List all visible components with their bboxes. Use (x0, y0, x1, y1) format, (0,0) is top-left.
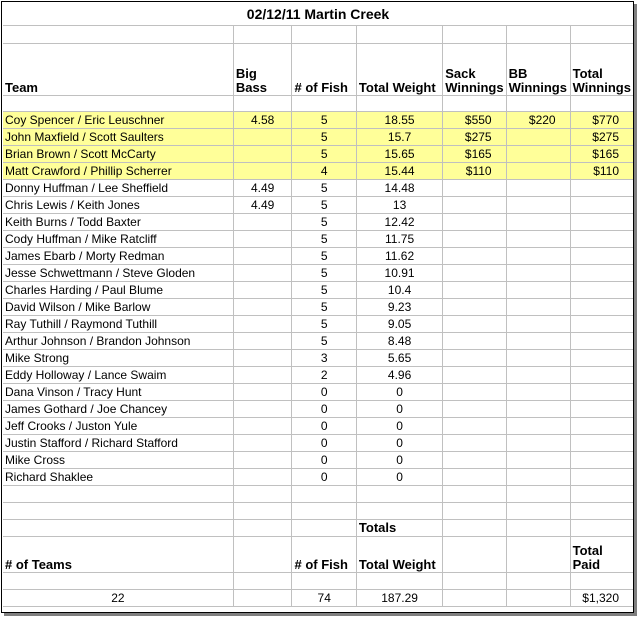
totals-total-weight-label: Total Weight (356, 537, 442, 573)
big-bass-cell (233, 129, 292, 146)
totals-paid-line2: Paid (572, 557, 601, 572)
total-winnings-cell (570, 350, 633, 367)
totals-total-weight: 187.29 (356, 590, 442, 607)
totals-total-paid: $1,320 (570, 590, 633, 607)
big-bass-cell: 4.49 (233, 197, 292, 214)
num-fish-cell: 5 (292, 299, 356, 316)
total-winnings-cell (570, 265, 633, 282)
total-weight-cell: 11.62 (356, 248, 442, 265)
bb-winnings-cell (506, 401, 570, 418)
total-weight-cell: 11.75 (356, 231, 442, 248)
total-winnings-cell: $770 (570, 112, 633, 129)
num-fish-cell: 5 (292, 282, 356, 299)
sack-winnings-cell: $110 (443, 163, 506, 180)
bb-winnings-cell (506, 214, 570, 231)
total-weight-cell: 15.7 (356, 129, 442, 146)
total-weight-cell: 4.96 (356, 367, 442, 384)
table-row (3, 401, 633, 418)
table-row (3, 248, 633, 265)
total-weight-cell: 15.44 (356, 163, 442, 180)
total-weight-cell: 18.55 (356, 112, 442, 129)
totals-header-row (3, 537, 633, 573)
totals-num-teams: 22 (3, 590, 233, 607)
table-row (3, 350, 633, 367)
num-fish-cell: 4 (292, 163, 356, 180)
table-row (3, 435, 633, 452)
num-fish-cell: 0 (292, 469, 356, 486)
table-row (3, 469, 633, 486)
team-cell: James Gothard / Joe Chancey (3, 401, 233, 418)
big-bass-cell (233, 163, 292, 180)
header-num-fish: # of Fish (292, 44, 356, 96)
header-sack-line2: Winnings (445, 80, 504, 95)
total-weight-cell: 0 (356, 401, 442, 418)
header-sack-line1: Sack (445, 66, 476, 81)
team-cell: Coy Spencer / Eric Leuschner (3, 112, 233, 129)
sack-winnings-cell: $275 (443, 129, 506, 146)
big-bass-cell (233, 350, 292, 367)
table-row (3, 146, 633, 163)
totals-num-teams-label: # of Teams (3, 537, 233, 573)
header-team: Team (3, 44, 233, 96)
big-bass-cell (233, 248, 292, 265)
table-row (3, 299, 633, 316)
header-bb-line2: Winnings (508, 80, 567, 95)
total-weight-cell: 10.4 (356, 282, 442, 299)
team-cell: James Ebarb / Morty Redman (3, 248, 233, 265)
team-cell: Brian Brown / Scott McCarty (3, 146, 233, 163)
header-big-bass: Big Bass (233, 44, 292, 96)
bb-winnings-cell (506, 367, 570, 384)
num-fish-cell: 5 (292, 265, 356, 282)
total-winnings-cell (570, 214, 633, 231)
total-weight-cell: 0 (356, 384, 442, 401)
total-winnings-cell (570, 469, 633, 486)
totals-num-fish: 74 (292, 590, 356, 607)
total-weight-cell: 12.42 (356, 214, 442, 231)
total-weight-cell: 10.91 (356, 265, 442, 282)
num-fish-cell: 0 (292, 401, 356, 418)
team-cell: Ray Tuthill / Raymond Tuthill (3, 316, 233, 333)
table-row (3, 367, 633, 384)
sack-winnings-cell (443, 299, 506, 316)
total-weight-cell: 0 (356, 452, 442, 469)
total-winnings-cell (570, 197, 633, 214)
bb-winnings-cell (506, 146, 570, 163)
bb-winnings-cell: $220 (506, 112, 570, 129)
big-bass-cell (233, 231, 292, 248)
bb-winnings-cell (506, 163, 570, 180)
team-cell: David Wilson / Mike Barlow (3, 299, 233, 316)
table-row (3, 231, 633, 248)
header-bb-winnings (506, 44, 570, 96)
total-winnings-cell (570, 367, 633, 384)
header-total-line2: Winnings (572, 80, 631, 95)
team-cell: Jeff Crooks / Juston Yule (3, 418, 233, 435)
big-bass-cell (233, 418, 292, 435)
big-bass-cell (233, 316, 292, 333)
table-row (3, 452, 633, 469)
team-cell: Charles Harding / Paul Blume (3, 282, 233, 299)
big-bass-cell (233, 299, 292, 316)
total-winnings-cell: $110 (570, 163, 633, 180)
bb-winnings-cell (506, 282, 570, 299)
table-row (3, 418, 633, 435)
num-fish-cell: 5 (292, 180, 356, 197)
sack-winnings-cell (443, 214, 506, 231)
sack-winnings-cell (443, 452, 506, 469)
total-weight-cell: 0 (356, 418, 442, 435)
num-fish-cell: 2 (292, 367, 356, 384)
big-bass-cell (233, 214, 292, 231)
sack-winnings-cell (443, 418, 506, 435)
table-row (3, 384, 633, 401)
big-bass-cell: 4.49 (233, 180, 292, 197)
big-bass-cell (233, 469, 292, 486)
num-fish-cell: 5 (292, 112, 356, 129)
big-bass-cell: 4.58 (233, 112, 292, 129)
sack-winnings-cell (443, 248, 506, 265)
sack-winnings-cell (443, 350, 506, 367)
sack-winnings-cell (443, 401, 506, 418)
totals-num-fish-label: # of Fish (292, 537, 356, 573)
team-cell: Richard Shaklee (3, 469, 233, 486)
header-bb-line1: BB (508, 66, 528, 81)
results-table (3, 3, 633, 607)
bb-winnings-cell (506, 197, 570, 214)
sack-winnings-cell (443, 367, 506, 384)
team-cell: Matt Crawford / Phillip Scherrer (3, 163, 233, 180)
team-cell: Chris Lewis / Keith Jones (3, 197, 233, 214)
num-fish-cell: 5 (292, 214, 356, 231)
sack-winnings-cell (443, 180, 506, 197)
sack-winnings-cell (443, 197, 506, 214)
num-fish-cell: 3 (292, 350, 356, 367)
table-row (3, 197, 633, 214)
total-weight-cell: 8.48 (356, 333, 442, 350)
bb-winnings-cell (506, 129, 570, 146)
header-total-weight: Total Weight (356, 44, 442, 96)
team-cell: Justin Stafford / Richard Stafford (3, 435, 233, 452)
team-cell: Eddy Holloway / Lance Swaim (3, 367, 233, 384)
header-row (3, 44, 633, 96)
num-fish-cell: 0 (292, 384, 356, 401)
table-row (3, 129, 633, 146)
team-cell: Mike Strong (3, 350, 233, 367)
bb-winnings-cell (506, 350, 570, 367)
totals-values-row (3, 590, 633, 607)
bb-winnings-cell (506, 333, 570, 350)
num-fish-cell: 5 (292, 231, 356, 248)
sack-winnings-cell (443, 435, 506, 452)
total-winnings-cell (570, 231, 633, 248)
total-weight-cell: 9.05 (356, 316, 442, 333)
team-cell: Jesse Schwettmann / Steve Gloden (3, 265, 233, 282)
num-fish-cell: 5 (292, 197, 356, 214)
bb-winnings-cell (506, 469, 570, 486)
total-winnings-cell: $275 (570, 129, 633, 146)
total-winnings-cell (570, 282, 633, 299)
total-weight-cell: 15.65 (356, 146, 442, 163)
bb-winnings-cell (506, 384, 570, 401)
header-total-winnings (570, 44, 633, 96)
sack-winnings-cell (443, 316, 506, 333)
team-cell: Mike Cross (3, 452, 233, 469)
table-row (3, 265, 633, 282)
total-winnings-cell (570, 316, 633, 333)
bb-winnings-cell (506, 418, 570, 435)
totals-label: Totals (356, 520, 442, 537)
totals-paid-line1: Total (572, 543, 603, 558)
total-weight-cell: 9.23 (356, 299, 442, 316)
spreadsheet (1, 1, 634, 613)
total-winnings-cell (570, 248, 633, 265)
bb-winnings-cell (506, 435, 570, 452)
totals-total-paid-label (570, 537, 633, 573)
table-row (3, 333, 633, 350)
team-cell: John Maxfield / Scott Saulters (3, 129, 233, 146)
total-weight-cell: 14.48 (356, 180, 442, 197)
total-weight-cell: 5.65 (356, 350, 442, 367)
sack-winnings-cell: $165 (443, 146, 506, 163)
total-winnings-cell (570, 299, 633, 316)
header-total-line1: Total (572, 66, 603, 81)
table-row (3, 112, 633, 129)
bb-winnings-cell (506, 316, 570, 333)
table-row (3, 180, 633, 197)
total-winnings-cell (570, 435, 633, 452)
team-cell: Keith Burns / Todd Baxter (3, 214, 233, 231)
bb-winnings-cell (506, 452, 570, 469)
total-weight-cell: 0 (356, 469, 442, 486)
total-winnings-cell (570, 401, 633, 418)
total-winnings-cell: $165 (570, 146, 633, 163)
total-winnings-cell (570, 452, 633, 469)
num-fish-cell: 5 (292, 248, 356, 265)
total-winnings-cell (570, 418, 633, 435)
team-cell: Donny Huffman / Lee Sheffield (3, 180, 233, 197)
num-fish-cell: 5 (292, 146, 356, 163)
team-cell: Dana Vinson / Tracy Hunt (3, 384, 233, 401)
bb-winnings-cell (506, 180, 570, 197)
table-row (3, 282, 633, 299)
sack-winnings-cell (443, 333, 506, 350)
sack-winnings-cell (443, 384, 506, 401)
bb-winnings-cell (506, 299, 570, 316)
big-bass-cell (233, 435, 292, 452)
sack-winnings-cell (443, 265, 506, 282)
total-winnings-cell (570, 180, 633, 197)
sack-winnings-cell (443, 282, 506, 299)
big-bass-cell (233, 452, 292, 469)
table-row (3, 214, 633, 231)
table-row (3, 163, 633, 180)
big-bass-cell (233, 384, 292, 401)
num-fish-cell: 5 (292, 316, 356, 333)
num-fish-cell: 0 (292, 452, 356, 469)
big-bass-cell (233, 401, 292, 418)
big-bass-cell (233, 146, 292, 163)
header-sack-winnings (443, 44, 506, 96)
total-weight-cell: 13 (356, 197, 442, 214)
bb-winnings-cell (506, 248, 570, 265)
num-fish-cell: 0 (292, 418, 356, 435)
big-bass-cell (233, 265, 292, 282)
total-winnings-cell (570, 333, 633, 350)
num-fish-cell: 0 (292, 435, 356, 452)
sack-winnings-cell (443, 231, 506, 248)
sheet-title: 02/12/11 Martin Creek (3, 3, 633, 26)
sack-winnings-cell: $550 (443, 112, 506, 129)
team-cell: Arthur Johnson / Brandon Johnson (3, 333, 233, 350)
table-row (3, 316, 633, 333)
total-weight-cell: 0 (356, 435, 442, 452)
num-fish-cell: 5 (292, 333, 356, 350)
num-fish-cell: 5 (292, 129, 356, 146)
bb-winnings-cell (506, 231, 570, 248)
big-bass-cell (233, 367, 292, 384)
bb-winnings-cell (506, 265, 570, 282)
big-bass-cell (233, 333, 292, 350)
total-winnings-cell (570, 384, 633, 401)
team-cell: Cody Huffman / Mike Ratcliff (3, 231, 233, 248)
big-bass-cell (233, 282, 292, 299)
sack-winnings-cell (443, 469, 506, 486)
